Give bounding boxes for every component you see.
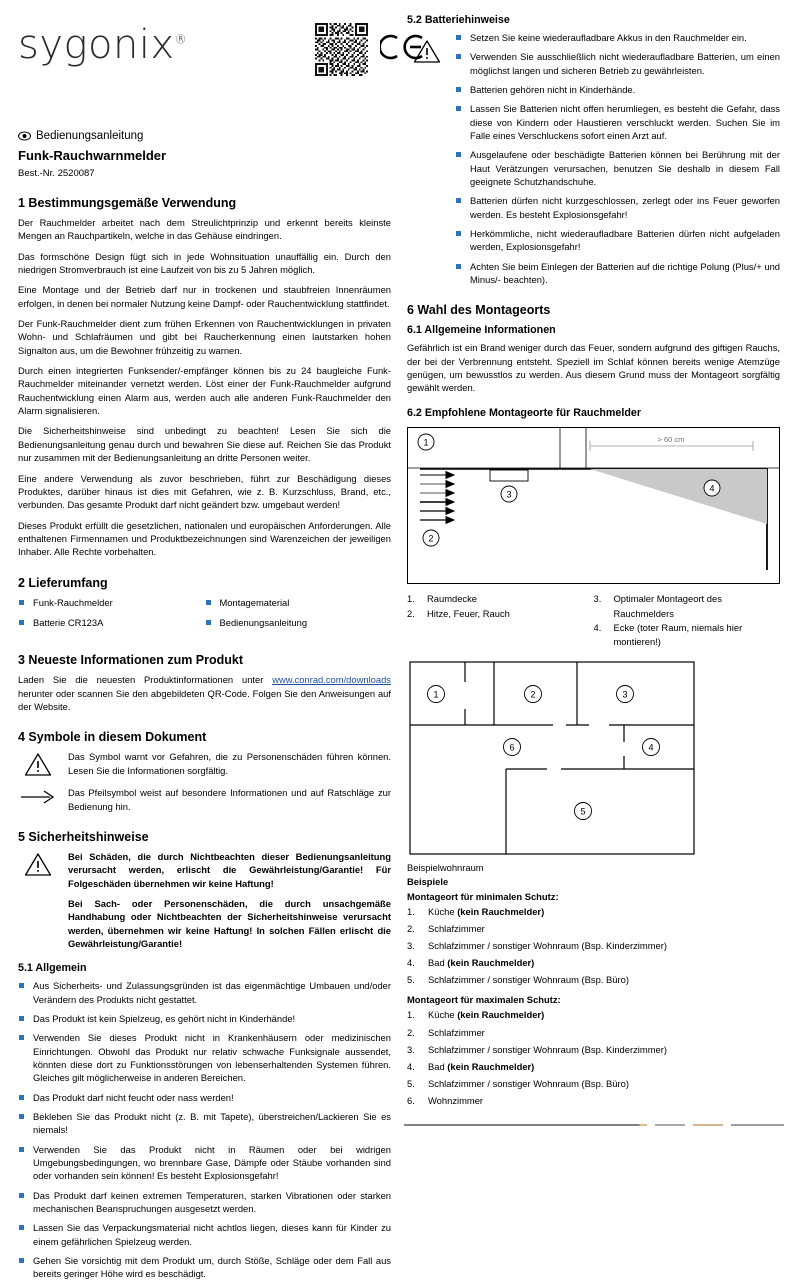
item-text: Schlafzimmer / sonstiger Wohnraum (Bsp. Kinderzimmer) xyxy=(428,940,667,952)
text-before-link: Laden Sie die neuesten Produktinformationen unter xyxy=(18,674,273,686)
left-column xyxy=(18,10,391,1281)
text-after-link: herunter oder scannen Sie den abgebildeten QR-Code. Folgen Sie den Anweisungen auf der Website. xyxy=(18,687,391,712)
diagram-legend xyxy=(407,592,780,648)
safety-warning-text xyxy=(68,850,391,950)
legend-column-right xyxy=(594,592,781,648)
list-item xyxy=(407,956,780,970)
marker-6: 6 xyxy=(509,742,515,753)
legend-number: 4. xyxy=(593,621,602,633)
item-number: 2. xyxy=(407,922,415,934)
registered-trademark-icon: ® xyxy=(174,32,188,47)
marker-3: 3 xyxy=(506,489,512,500)
scope-of-delivery-list xyxy=(18,596,391,637)
section-5-1-list xyxy=(18,979,391,1281)
paragraph: Durch einen integrierten Funksender/-empfänger können bis zu 24 baugleiche Funk-Rauchmelder miteinander vernetzt werden. Löst einer der Funk-Rauchmelder aufgrund Rauchentwicklung einen Alarm aus, werden auch alle anderen Funk-Rauchmelder den Alarm signalisieren. xyxy=(18,365,391,417)
list-item xyxy=(407,1043,780,1057)
list-item: Montagematerial xyxy=(205,596,392,609)
masthead xyxy=(18,10,391,128)
paragraph: Eine andere Verwendung als zuvor beschrieben, führt zur Beschädigung dieses Produktes, darüber hinaus ist dies mit Gefahren, wie z. B. Kurzschluss, Brand, etc., verbunden. Das gesamte Produkt darf nicht geändert bzw. umgebaut werden! xyxy=(18,472,391,511)
item-text: Küche (kein Rauchmelder) xyxy=(428,905,545,917)
item-number: 3. xyxy=(407,940,415,952)
list-item xyxy=(407,1026,780,1040)
list-item: Ausgelaufene oder beschädigte Batterien können bei Berührung mit der Haut Verätzungen verursachen, benutzen Sie deshalb in diesem Fall geeignete Schutzhandschuhe. xyxy=(455,148,780,188)
legend-label: Ecke (toter Raum, niemals hier montieren!) xyxy=(613,621,743,647)
list-item: Das Produkt darf nicht feucht oder nass werden! xyxy=(18,1091,391,1104)
legend-label: Optimaler Montageort des Rauchmelders xyxy=(613,593,722,619)
list-item: Verwenden Sie das Produkt nicht in Räumen oder bei widrigen Umgebungsbedingungen, wo brennbare Gase, Dämpfe oder Stäube vorhanden sind oder vorhanden sein können! Es besteht Explosionsgefahr! xyxy=(18,1143,391,1183)
legend-column-left xyxy=(407,592,594,648)
section-1-body xyxy=(18,216,391,559)
item-text: Schlafzimmer / sonstiger Wohnraum (Bsp. Kinderzimmer) xyxy=(428,1043,667,1055)
brand-name: sygonix xyxy=(18,22,175,68)
legend-entry xyxy=(407,607,594,621)
paragraph: Bei Sach- oder Personenschäden, die durch unsachgemäße Handhabung oder Nichtbeachten der Sicherheitshinweise verursacht werden, übernehmen wir keine Haftung! In solchen Fällen erlischt die Gewährleistung/Garantie! xyxy=(68,898,391,950)
item-number: 1. xyxy=(407,905,415,917)
list-item xyxy=(407,922,780,936)
scope-column-right xyxy=(205,596,392,637)
product-title: Funk-Rauchwarnmelder xyxy=(18,148,167,163)
list-item: Verwenden Sie ausschließlich nicht wiederaufladbare Batterien, um einen möglichst langen und sicheren Betrieb zu gewährleisten. xyxy=(455,50,780,77)
legend-entry xyxy=(407,592,594,606)
section-5-1-heading: 5.1 Allgemein xyxy=(18,962,87,975)
section-6-heading: 6 Wahl des Montageorts xyxy=(407,303,551,318)
item-text: Küche (kein Rauchmelder) xyxy=(428,1009,545,1021)
order-number: Best.-Nr. 2520087 xyxy=(18,168,95,179)
marker-4: 4 xyxy=(648,742,654,753)
item-number: 5. xyxy=(407,1077,415,1089)
list-item xyxy=(407,973,780,987)
item-number: 4. xyxy=(407,1060,415,1072)
paragraph: Das formschöne Design fügt sich in jede Wohnsituation unauffällig ein. Durch den niedrigen Stromverbrauch ist eine Laufzeit von bis zu 5 Jahren möglich. xyxy=(18,250,391,276)
symbol-arrow-text: Das Pfeilsymbol weist auf besondere Informationen und auf Ratschläge zur Bedienung hin. xyxy=(68,787,391,812)
list-item: Setzen Sie keine wiederaufladbare Akkus in den Rauchmelder ein. xyxy=(455,31,780,44)
mounting-position-diagram xyxy=(407,427,780,584)
maximal-protection-heading: Montageort für maximalen Schutz: xyxy=(407,994,561,1006)
floorplan-markers xyxy=(428,685,660,819)
section-3-heading: 3 Neueste Informationen zum Produkt xyxy=(18,653,244,668)
list-item xyxy=(407,1008,780,1022)
section-6-1-heading: 6.1 Allgemeine Informationen xyxy=(407,324,556,337)
downloads-link[interactable]: www.conrad.com/downloads xyxy=(272,674,391,686)
list-item: Batterien gehören nicht in Kinderhände. xyxy=(455,83,780,96)
list-item: Das Produkt darf keinen extremen Temperaturen, starken Vibrationen oder starken mechanischen Beanspruchungen ausgesetzt werden. xyxy=(18,1189,391,1216)
floorplan-svg xyxy=(407,659,697,857)
examples-heading: Beispiele xyxy=(407,875,449,887)
marker-1: 1 xyxy=(433,689,439,700)
list-item: Das Produkt ist kein Spielzeug, es gehört nicht in Kinderhände! xyxy=(18,1012,391,1025)
minimal-protection-heading: Montageort für minimalen Schutz: xyxy=(407,890,559,902)
legend-number: 2. xyxy=(407,607,415,619)
list-item: Batterie CR123A xyxy=(18,616,205,629)
legend-entry xyxy=(594,592,781,620)
list-item: Herkömmliche, nicht wiederaufladbare Batterien dürfen nicht aufgeladen werden, Explosionsgefahr! xyxy=(455,227,780,254)
list-item: Bekleben Sie das Produkt nicht (z. B. mit Tapete), überstreichen/Lackieren Sie es niemals! xyxy=(18,1110,391,1137)
marker-2: 2 xyxy=(428,533,434,544)
legend-entry xyxy=(594,621,781,649)
item-text: Bad (kein Rauchmelder) xyxy=(428,957,535,969)
item-text: Bad (kein Rauchmelder) xyxy=(428,1060,535,1072)
legend-number: 1. xyxy=(407,593,415,605)
smoke-flow-arrows xyxy=(420,472,454,524)
marker-1: 1 xyxy=(423,437,429,448)
item-number: 1. xyxy=(407,1009,415,1021)
list-item: Gehen Sie vorsichtig mit dem Produkt um, durch Stöße, Schläge oder dem Fall aus bereits geringer Höhe wird es beschädigt. xyxy=(18,1254,391,1281)
item-number: 2. xyxy=(407,1026,415,1038)
item-text: Schlafzimmer / sonstiger Wohnraum (Bsp. Büro) xyxy=(428,1077,629,1089)
safety-warning-block xyxy=(18,850,391,950)
legend-label: Raumdecke xyxy=(427,593,478,605)
arrow-right-icon xyxy=(18,786,58,804)
section-5-2-heading: 5.2 Batteriehinweise xyxy=(407,14,510,26)
list-item: Batterien dürfen nicht kurzgeschlossen, zerlegt oder ins Feuer geworfen werden. Es besteht Explosionsgefahr! xyxy=(455,194,780,221)
section-5-heading: 5 Sicherheitshinweise xyxy=(18,829,149,844)
marker-4: 4 xyxy=(709,483,715,494)
item-number: 3. xyxy=(407,1043,415,1055)
legend-label: Hitze, Feuer, Rauch xyxy=(427,607,510,619)
list-item: Aus Sicherheits- und Zulassungsgründen ist das eigenmächtige Umbauen und/oder Verändern des Produkts nicht gestattet. xyxy=(18,979,391,1006)
marker-5: 5 xyxy=(580,806,586,817)
list-item: Lassen Sie Batterien nicht offen herumliegen, es besteht die Gefahr, dass diese von Kindern oder Haustieren verschluckt werden. Suchen Sie im Falle eines Verschluckens sofort einen Arzt auf. xyxy=(455,102,780,142)
two-column-layout xyxy=(18,10,784,1281)
paragraph: Dieses Produkt erfüllt die gesetzlichen, nationalen und europäischen Anforderungen. Alle enthaltenen Firmennamen und Produktbezeichnungen sind Warenzeichen der jeweiligen Inhaber. Alle Rechte vorbehalten. xyxy=(18,519,391,558)
ce-glyph-icon xyxy=(380,34,426,60)
ce-mark-icon xyxy=(380,34,426,67)
section-1-heading: 1 Bestimmungsgemäße Verwendung xyxy=(18,196,237,210)
minimal-protection-list xyxy=(407,905,780,988)
brand-logo xyxy=(18,22,187,68)
paragraph: Der Funk-Rauchmelder dient zum frühen Erkennen von Rauchentwicklungen in privaten Wohn- und Schlafräumen und gibt bei Raucherkennung einen lautstarken hohen Signalton aus, um die Bewohner frühzeitig zu warnen. xyxy=(18,318,391,356)
item-number: 6. xyxy=(407,1094,415,1106)
section-5-2-list xyxy=(455,31,780,287)
item-number: 4. xyxy=(407,957,415,969)
floorplan-figure xyxy=(407,659,780,857)
list-item: Funk-Rauchmelder xyxy=(18,596,205,609)
item-text: Schlafzimmer xyxy=(428,1026,485,1038)
symbol-warning-text: Das Symbol warnt vor Gefahren, die zu Personenschäden führen können. Lesen Sie die Informationen sorgfältig. xyxy=(68,751,391,776)
right-column xyxy=(407,10,780,1111)
list-item xyxy=(407,905,780,919)
battery-warning-block xyxy=(407,31,780,287)
list-item: Bedienungsanleitung xyxy=(205,616,392,629)
list-item xyxy=(407,1094,780,1108)
scope-column-left xyxy=(18,596,205,637)
item-text: Schlafzimmer xyxy=(428,922,485,934)
warning-triangle-icon xyxy=(18,750,58,777)
list-item: Achten Sie beim Einlegen der Batterien auf die richtige Polung (Plus/+ und Minus/- beachten). xyxy=(455,260,780,287)
section-2-heading: 2 Lieferumfang xyxy=(18,575,108,590)
list-item: Lassen Sie das Verpackungsmaterial nicht achtlos liegen, dieses kann für Kinder zu einem gefährlichen Spielzeug werden. xyxy=(18,1221,391,1248)
marker-3: 3 xyxy=(622,689,628,700)
document-type-label: Bedienungsanleitung xyxy=(36,130,144,142)
list-item xyxy=(407,1060,780,1074)
item-text: Wohnzimmer xyxy=(428,1094,484,1106)
paragraph: Der Rauchmelder arbeitet nach dem Streulichtprinzip und erkennt bereits kleinste Mengen an Rauchpartikeln, welche in das Gehäuse eindringen. xyxy=(18,217,391,242)
marker-2: 2 xyxy=(530,689,536,700)
list-item: Verwenden Sie dieses Produkt nicht in Krankenhäusern oder medizinischen Einrichtungen. Obwohl das Produkt nur relativ schwache Funksignale aussendet, könnten diese dort zu Funktionsstörungen von lebenserhaltenden Systemen führen. Gleiches gilt möglicherweise in anderen Bereichen. xyxy=(18,1031,391,1084)
paragraph: Bei Schäden, die durch Nichtbeachten dieser Bedienungsanleitung verursacht werden, erlischt die Gewährleistung/Garantie! Für Folgeschäden übernehmen wir keine Haftung! xyxy=(68,850,391,889)
symbol-row-arrow xyxy=(18,786,391,813)
maximal-protection-list xyxy=(407,1008,780,1108)
list-item xyxy=(407,939,780,953)
section-6-1-body: Gefährlich ist ein Brand weniger durch das Feuer, sondern aufgrund des giftigen Rauchs, der bei der Verbrennung entsteht. Speziell im Schlaf können bereits wenige Atemzüge genügen, um bewusstlos zu werden. Aus diesem Grund muss der Montageort sorgfältig gewählt werden. xyxy=(407,342,780,394)
document-type-row xyxy=(18,130,391,142)
footer-rule xyxy=(404,1124,784,1126)
warning-triangle-icon xyxy=(18,850,58,877)
item-text: Schlafzimmer / sonstiger Wohnraum (Bsp. Büro) xyxy=(428,974,629,986)
dimension-label: > 60 cm xyxy=(657,435,685,445)
section-4-heading: 4 Symbole in diesem Dokument xyxy=(18,730,207,745)
eye-icon xyxy=(18,131,31,141)
legend-number: 3. xyxy=(593,593,602,605)
list-item xyxy=(407,1077,780,1091)
item-number: 5. xyxy=(407,974,415,986)
mounting-diagram-svg xyxy=(408,428,779,578)
section-3-body xyxy=(18,673,391,713)
paragraph: Eine Montage und der Betrieb darf nur in trockenen und staubfreien Innenräumen erfolgen, in denen bei normaler Nutzung keine Dampf- oder Rauchentwicklung stattfindet. xyxy=(18,284,391,309)
symbol-row-warning xyxy=(18,750,391,777)
paragraph: Die Sicherheitshinweise sind unbedingt zu beachten! Lesen Sie sich die Bedienungsanleitung genau durch und bewahren Sie diese auf. Reichen Sie das Produkt nur zusammen mit der Bedienungsanleitung an dritte Personen weiter. xyxy=(18,425,391,464)
floorplan-caption: Beispielwohnraum xyxy=(407,861,484,873)
section-6-2-heading: 6.2 Empfohlene Montageorte für Rauchmelder xyxy=(407,406,641,419)
qr-code-icon xyxy=(315,23,368,76)
